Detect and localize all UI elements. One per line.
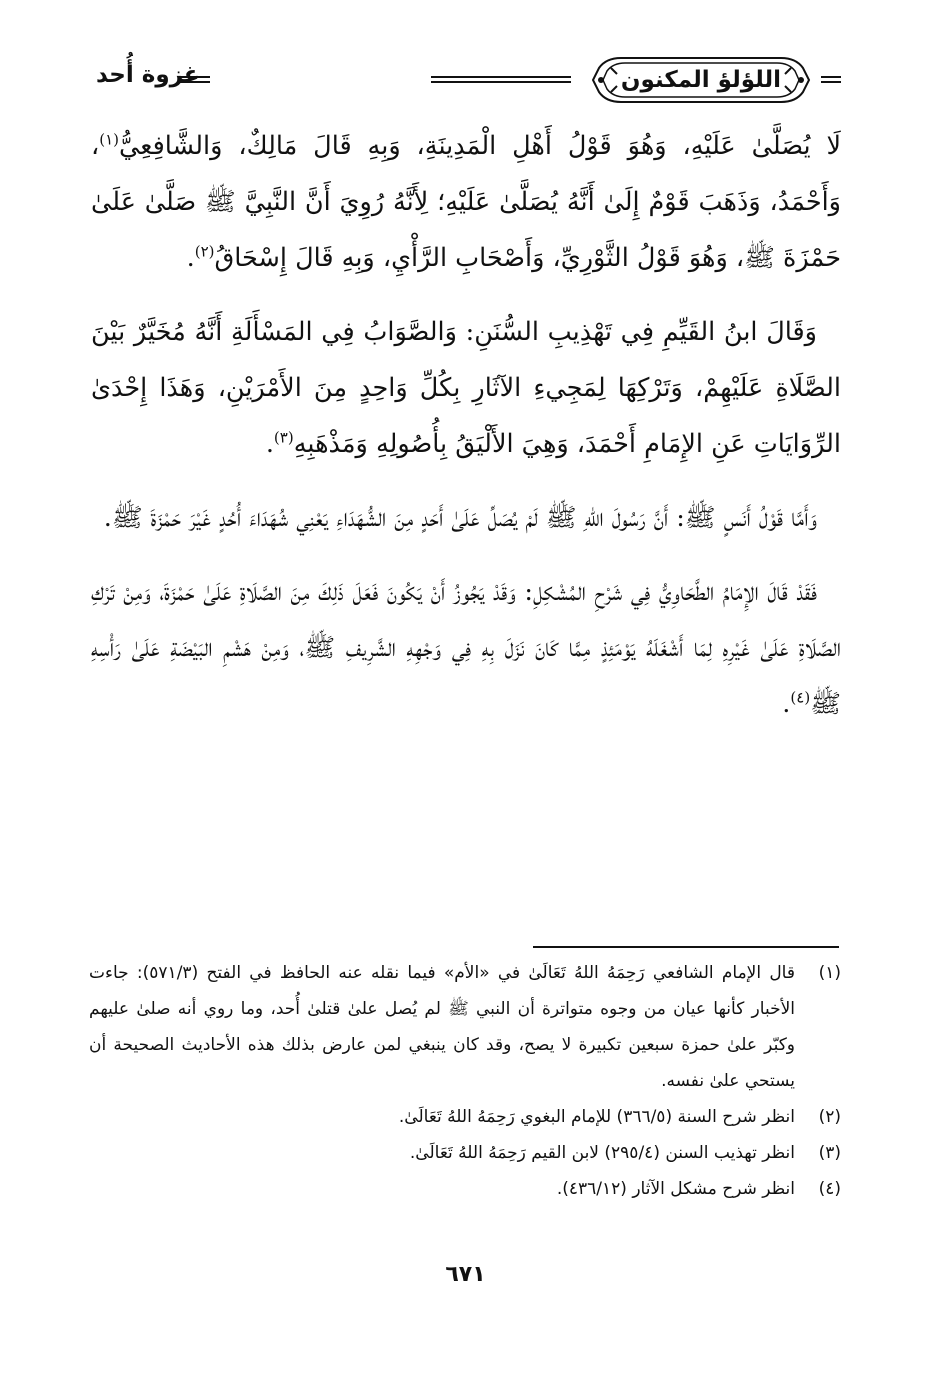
footnote-text: انظر شرح مشكل الآثار (٤٣٦/١٢). [556, 1179, 795, 1199]
book-title-cartouche [591, 54, 811, 106]
footnote-ref-2: (٢) [194, 242, 215, 261]
paragraph-3-text: وَأَمَّا قَوْلُ أَنَسٍ ﷺ: أَنَّ رَسُولَ اللهِ ﷺ لَمْ يُصَلِّ عَلَىٰ أَحَدٍ مِنَ الشُّهَدَاءِ يَعْنِي شُهَدَاءَ أُحُدٍ غَيْرَ حَمْزَةَ ﷺ. [103, 503, 817, 533]
paragraph-2-end: . [265, 429, 274, 459]
paragraph-1-text: لَا يُصَلَّىٰ عَلَيْهِ، وَهُوَ قَوْلُ أَهْلِ الْمَدِينَةِ، وَبِهِ قَالَ مَالِكٌ، وَالشَّافِعِيُّ [119, 131, 841, 161]
paragraph-4 [91, 564, 841, 732]
paragraph-1 [91, 118, 841, 286]
footnote-text: قال الإمام الشافعي رَحِمَهُ اللهُ تَعَالَىٰ في «الأم» فيما نقله عنه الحافظ في الفتح (٥٧١/٣): جاءت الأخبار كأنها عيان من وجوه متواترة أن النبي ﷺ لم يُصل علىٰ قتلىٰ أُحد، وما روي أنه صلىٰ عليهم وكبّر علىٰ حمزة سبعين تكبيرة لا يصح، وقد كان ينبغي لمن عارض بذلك هذه الأحاديث الصحيحة أن يستحي علىٰ نفسه. [89, 963, 795, 1091]
chapter-title: غزوة أُحد [96, 62, 200, 88]
footnote-number: (٢) [818, 1107, 841, 1127]
main-text [91, 118, 841, 732]
footnote-separator [533, 946, 839, 948]
paragraph-2 [91, 304, 841, 472]
footnote-ref-3: (٣) [273, 428, 294, 447]
page-header [96, 48, 841, 112]
footnote-4 [89, 1171, 841, 1207]
footnote-1 [89, 955, 841, 1099]
footnote-ref-1: (١) [99, 130, 120, 149]
footnote-number: (٣) [818, 1143, 841, 1163]
paragraph-1-end: . [186, 243, 195, 273]
header-rule-middle [431, 76, 571, 83]
footnote-text: انظر تهذيب السنن (٢٩٥/٤) لابن القيم رَحِمَهُ اللهُ تَعَالَىٰ. [409, 1143, 795, 1163]
footnotes [89, 955, 841, 1207]
header-rule-right [821, 76, 841, 83]
paragraph-4-end: . [782, 689, 791, 719]
page-number: ٦٧١ [445, 1262, 486, 1287]
book-title: اللؤلؤ المكنون [620, 67, 782, 93]
footnote-number: (٤) [818, 1179, 841, 1199]
paragraph-3 [91, 490, 841, 546]
paragraph-4-text: فَقَدْ قَالَ الإِمَامُ الطَّحَاوِيُّ فِي شَرْحِ المُشْكِلِ: وَقَدْ يَجُوزُ أَنْ يَكُونَ فَعَلَ ذَلِكَ مِنَ الصَّلَاةِ عَلَىٰ حَمْزَةَ، وَمِنْ تَرْكِ الصَّلَاةِ عَلَىٰ غَيْرِهِ لِمَا أَشْغَلَهُ يَوْمَئِذٍ مِمَّا كَانَ نَزَلَ بِهِ فِي وَجْهِهِ الشَّرِيفِ ﷺ، وَمِنْ هَشْمِ البَيْضَةِ عَلَىٰ رَأْسِهِ ﷺ [91, 577, 841, 719]
footnote-3 [89, 1135, 841, 1171]
footnote-number: (١) [818, 963, 841, 983]
paragraph-2-text: وَقَالَ ابنُ القَيِّمِ فِي تَهْذِيبِ السُّنَنِ: وَالصَّوَابُ فِي المَسْأَلَةِ أَنَّهُ مُخَيَّرٌ بَيْنَ الصَّلَاةِ عَلَيْهِمْ، وَتَرْكِهَا لِمَجِيءِ الآثَارِ بِكُلِّ وَاحِدٍ مِنَ الأَمْرَيْنِ، وَهَذَا إِحْدَىٰ الرِّوَايَاتِ عَنِ الإِمَامِ أَحْمَدَ، وَهِيَ الأَلْيَقُ بِأُصُولِهِ وَمَذْهَبِهِ [91, 317, 841, 459]
paragraph-1-text-b: ، وَأَحْمَدُ، وَذَهَبَ قَوْمٌ إِلَىٰ أَنَّهُ يُصَلَّىٰ عَلَيْهِ؛ لِأَنَّهُ رُوِيَ أَنَّ النَّبِيَّ ﷺ صَلَّىٰ عَلَىٰ حَمْزَةَ ﷺ، وَهُوَ قَوْلُ الثَّوْرِيِّ، وَأَصْحَابِ الرَّأْيِ، وَبِهِ قَالَ إِسْحَاقُ [91, 131, 841, 273]
footnote-2 [89, 1099, 841, 1135]
footnote-ref-4: (٤) [790, 688, 811, 707]
footnote-text: انظر شرح السنة (٣٦٦/٥) للإمام البغوي رَحِمَهُ اللهُ تَعَالَىٰ. [398, 1107, 795, 1127]
